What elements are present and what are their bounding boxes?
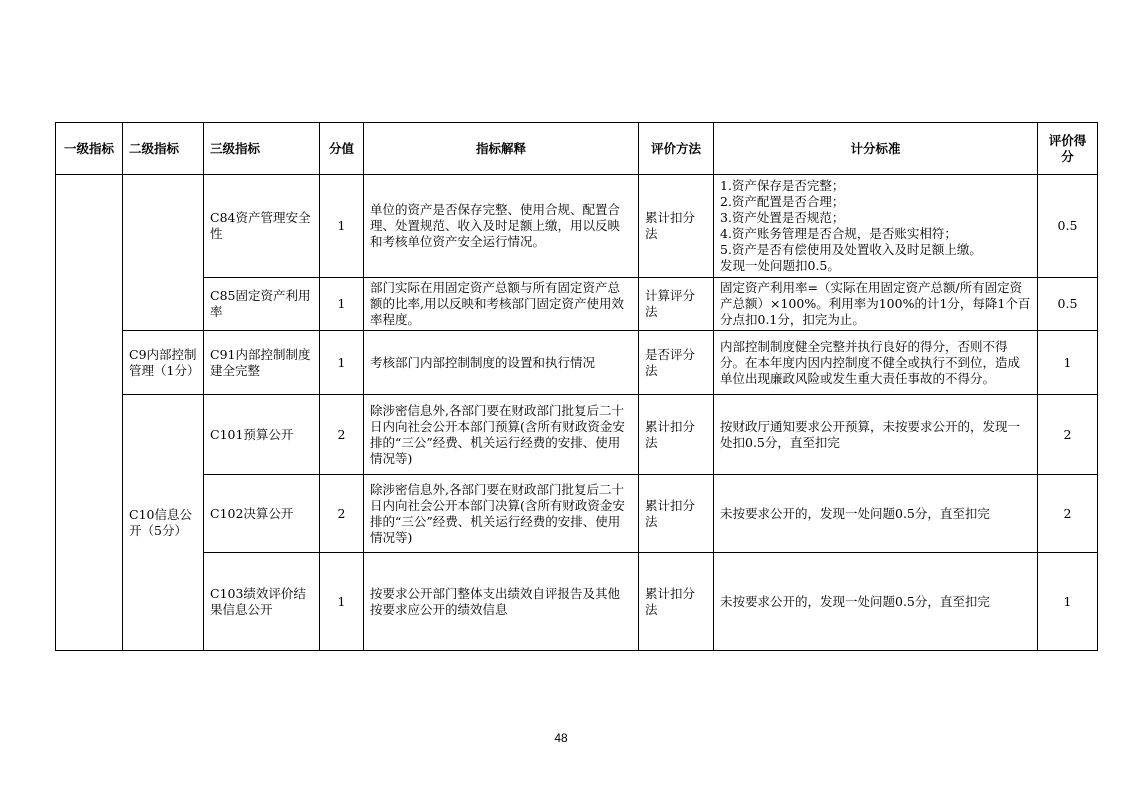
score-cell: 1: [320, 331, 364, 395]
standard-line: 未按要求公开的，发现一处问题0.5分，直至扣完: [720, 505, 990, 521]
result-cell: 0.5: [1038, 278, 1098, 331]
standard-line: 未按要求公开的，发现一处问题0.5分，直至扣完: [720, 593, 990, 609]
standard-line: 固定资产利用率=（实际在用固定资产总额/所有固定资产总额）×100%。利用率为100%的计1分，每降1个百分点扣0.1分，扣完为止。: [720, 280, 1031, 327]
standard-cell: [714, 175, 1038, 278]
header-level2: 二级指标: [123, 123, 204, 175]
score-cell: 2: [320, 475, 364, 553]
table-row: [56, 278, 1098, 331]
level2-cell: [123, 175, 204, 331]
method-cell: 累计扣分法: [639, 475, 714, 553]
standard-line: 5.资产是否有偿使用及处置收入及时足额上缴。: [720, 242, 982, 257]
standard-line: 3.资产处置是否规范；: [720, 210, 845, 225]
standard-cell: [714, 553, 1038, 651]
header-method: 评价方法: [639, 123, 714, 175]
level2-cell: C9内部控制管理（1分）: [123, 331, 204, 395]
method-cell: 累计扣分法: [639, 395, 714, 475]
method-cell: 累计扣分法: [639, 175, 714, 278]
header-level3: 三级指标: [204, 123, 320, 175]
score-cell: 2: [320, 395, 364, 475]
standard-cell: [714, 278, 1038, 331]
table-row: [56, 475, 1098, 553]
score-cell: 1: [320, 175, 364, 278]
level3-cell: C91内部控制制度建全完整: [204, 331, 320, 395]
standard-cell: [714, 331, 1038, 395]
table-row: [56, 331, 1098, 395]
level3-cell: C84资产管理安全性: [204, 175, 320, 278]
standard-cell: [714, 395, 1038, 475]
table-row: [56, 395, 1098, 475]
method-cell: 计算评分法: [639, 278, 714, 331]
result-cell: 0.5: [1038, 175, 1098, 278]
header-explanation: 指标解释: [364, 123, 639, 175]
standard-line: 1.资产保存是否完整；: [720, 178, 845, 193]
header-row: [56, 123, 1098, 175]
score-cell: 1: [320, 278, 364, 331]
level2-cell: C10信息公开（5分）: [123, 395, 204, 651]
score-cell: 1: [320, 553, 364, 651]
header-standard: 计分标准: [714, 123, 1038, 175]
result-cell: 1: [1038, 331, 1098, 395]
standard-line: 内部控制制度健全完整并执行良好的得分，否则不得分。在本年度内因内控制度不健全或执行不到位，造成单位出现廉政风险或发生重大责任事故的不得分。: [720, 338, 1021, 386]
standard-line: 2.资产配置是否合理；: [720, 194, 845, 209]
level3-cell: C102决算公开: [204, 475, 320, 553]
table-row: [56, 553, 1098, 651]
standard-line: 按财政厅通知要求公开预算，未按要求公开的，发现一处扣0.5分，直至扣完: [720, 418, 1021, 450]
explanation-cell: 除涉密信息外,各部门要在财政部门批复后二十日内向社会公开本部门预算(含所有财政资金安排的“三公”经费、机关运行经费的安排、使用情况等): [364, 395, 639, 475]
standard-line: 4.资产账务管理是否合规，是否账实相符；: [720, 226, 957, 241]
method-cell: 是否评分法: [639, 331, 714, 395]
explanation-cell: 按要求公开部门整体支出绩效自评报告及其他按要求应公开的绩效信息: [364, 553, 639, 651]
header-result: 评价得分: [1038, 123, 1098, 175]
result-cell: 2: [1038, 395, 1098, 475]
result-cell: 1: [1038, 553, 1098, 651]
table-row: [56, 175, 1098, 278]
result-cell: 2: [1038, 475, 1098, 553]
explanation-cell: 考核部门内部控制制度的设置和执行情况: [364, 331, 639, 395]
method-cell: 累计扣分法: [639, 553, 714, 651]
header-level1: 一级指标: [56, 123, 123, 175]
level3-cell: C103绩效评价结果信息公开: [204, 553, 320, 651]
level3-cell: C85固定资产利用率: [204, 278, 320, 331]
explanation-cell: 除涉密信息外,各部门要在财政部门批复后二十日内向社会公开本部门决算(含所有财政资金安排的“三公”经费、机关运行经费的安排、使用情况等): [364, 475, 639, 553]
explanation-cell: 部门实际在用固定资产总额与所有固定资产总额的比率,用以反映和考核部门固定资产使用效率程度。: [364, 278, 639, 331]
level1-cell: [56, 175, 123, 651]
level3-cell: C101预算公开: [204, 395, 320, 475]
explanation-cell: 单位的资产是否保存完整、使用合规、配置合理、处置规范、收入及时足额上缴，用以反映和考核单位资产安全运行情况。: [364, 175, 639, 278]
standard-cell: [714, 475, 1038, 553]
page-number: 48: [554, 731, 568, 745]
standard-line: 发现一处问题扣0.5。: [720, 258, 840, 273]
header-score: 分值: [320, 123, 364, 175]
evaluation-table: [55, 122, 1098, 651]
